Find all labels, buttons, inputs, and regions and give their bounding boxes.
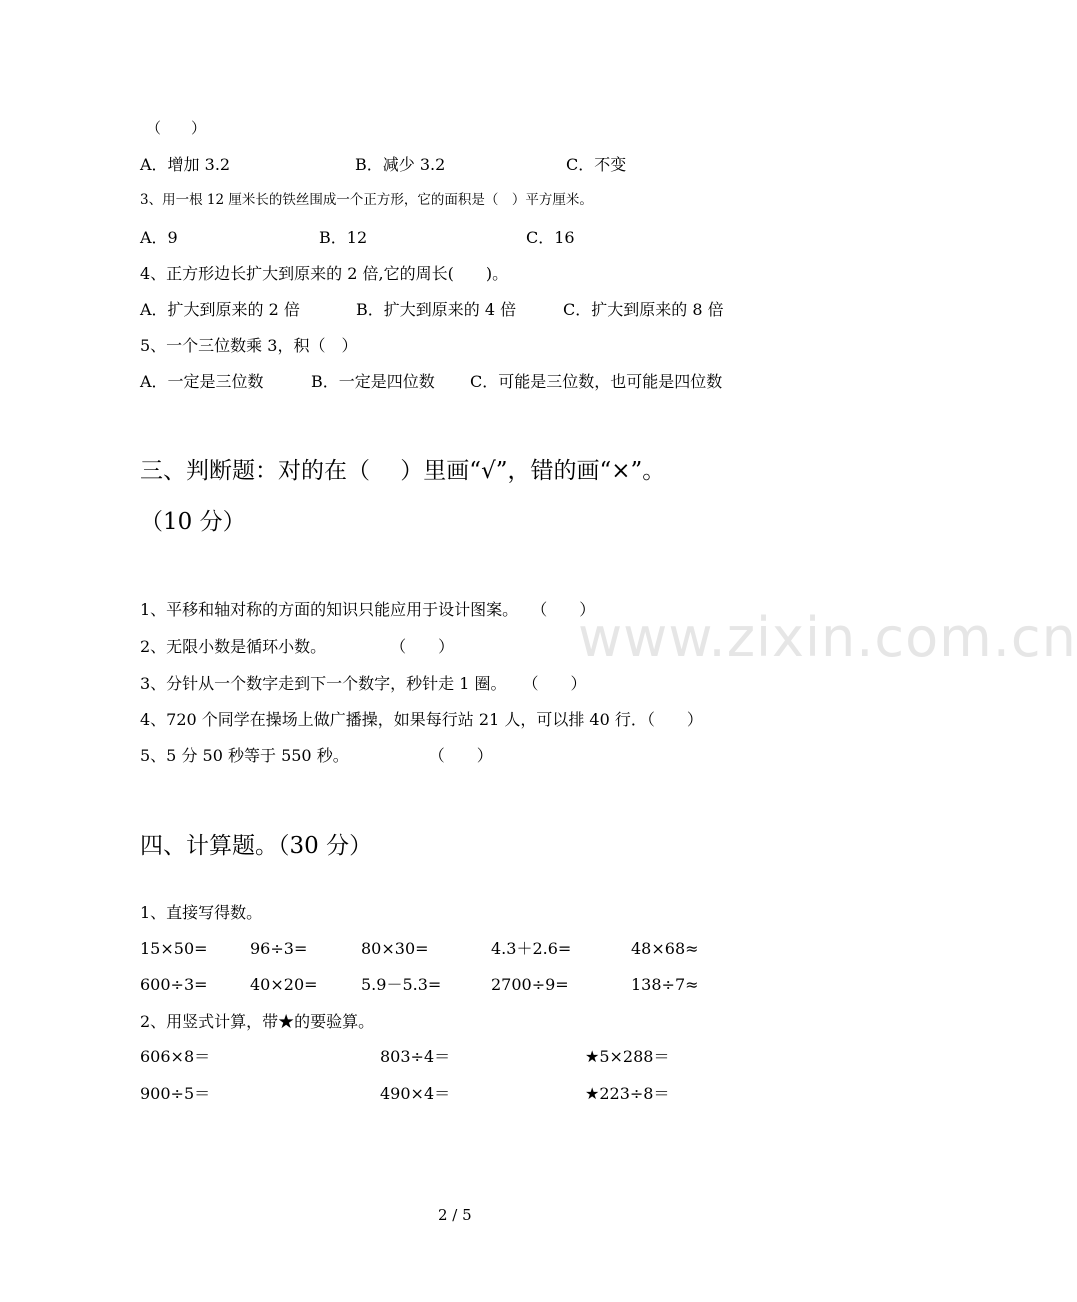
vertical-calc-item: 803÷4＝ (380, 1047, 451, 1066)
vertical-calc-item: 490×4＝ (380, 1084, 451, 1103)
q3-option-b: B．12 (319, 228, 368, 247)
calc-item: 48×68≈ (631, 939, 699, 958)
vertical-calc-item: ★223÷8＝ (585, 1084, 670, 1103)
calc-item: 5.9－5.3= (361, 975, 442, 994)
q2-option-b: B．减少 3.2 (355, 155, 446, 174)
judge-item-1: 1、平移和轴对称的方面的知识只能应用于设计图案。 （ ） (140, 600, 596, 619)
section4-title: 四、计算题。（30 分） (140, 833, 373, 859)
q3-text: 3、用一根 12 厘米长的铁丝围成一个正方形，它的面积是（ ）平方厘米。 (140, 192, 593, 208)
q2-answer-bracket: （ ） (146, 119, 207, 137)
judge-item-2: 2、无限小数是循环小数。 （ ） (140, 637, 455, 656)
vertical-calc-item: 606×8＝ (140, 1047, 211, 1066)
q2-option-c: C．不变 (566, 155, 627, 174)
calc-item: 40×20= (250, 975, 318, 994)
judge-item-4: 4、720 个同学在操场上做广播操，如果每行站 21 人，可以排 40 行．（ ） (140, 710, 703, 729)
calc-sub2: 2、用竖式计算，带★的要验算。 (140, 1012, 375, 1031)
q4-text: 4、正方形边长扩大到原来的 2 倍,它的周长( )。 (140, 264, 509, 283)
page-number: 2 / 5 (438, 1206, 472, 1224)
calc-sub1: 1、直接写得数。 (140, 903, 263, 922)
judge-item-3: 3、分针从一个数字走到下一个数字，秒针走 1 圈。 （ ） (140, 674, 587, 693)
calc-item: 600÷3= (140, 975, 208, 994)
q3-option-c: C．16 (526, 228, 575, 247)
vertical-calc-item: 900÷5＝ (140, 1084, 211, 1103)
watermark: www.zixin.com.cn (578, 606, 1077, 669)
calc-item: 96÷3= (250, 939, 308, 958)
calc-item: 15×50= (140, 939, 208, 958)
q5-option-b: B．一定是四位数 (311, 372, 435, 391)
q5-option-a: A．一定是三位数 (140, 372, 264, 391)
section3-title: 三、判断题：对的在（ ）里画“√”，错的画“×”。 (140, 458, 666, 484)
calc-item: 2700÷9= (491, 975, 569, 994)
judge-item-5: 5、5 分 50 秒等于 550 秒。 （ ） (140, 746, 493, 765)
calc-item: 80×30= (361, 939, 429, 958)
calc-item: 138÷7≈ (631, 975, 699, 994)
q4-option-a: A．扩大到原来的 2 倍 (140, 300, 300, 319)
q3-option-a: A．9 (140, 228, 178, 247)
calc-item: 4.3＋2.6= (491, 939, 572, 958)
q5-option-c: C．可能是三位数，也可能是四位数 (470, 372, 723, 391)
q5-text: 5、一个三位数乘 3，积（ ） (140, 336, 358, 355)
vertical-calc-item: ★5×288＝ (585, 1047, 670, 1066)
section3-score: （10 分） (140, 509, 246, 535)
q4-option-b: B．扩大到原来的 4 倍 (356, 300, 517, 319)
q2-option-a: A．增加 3.2 (140, 155, 231, 174)
q4-option-c: C．扩大到原来的 8 倍 (563, 300, 724, 319)
